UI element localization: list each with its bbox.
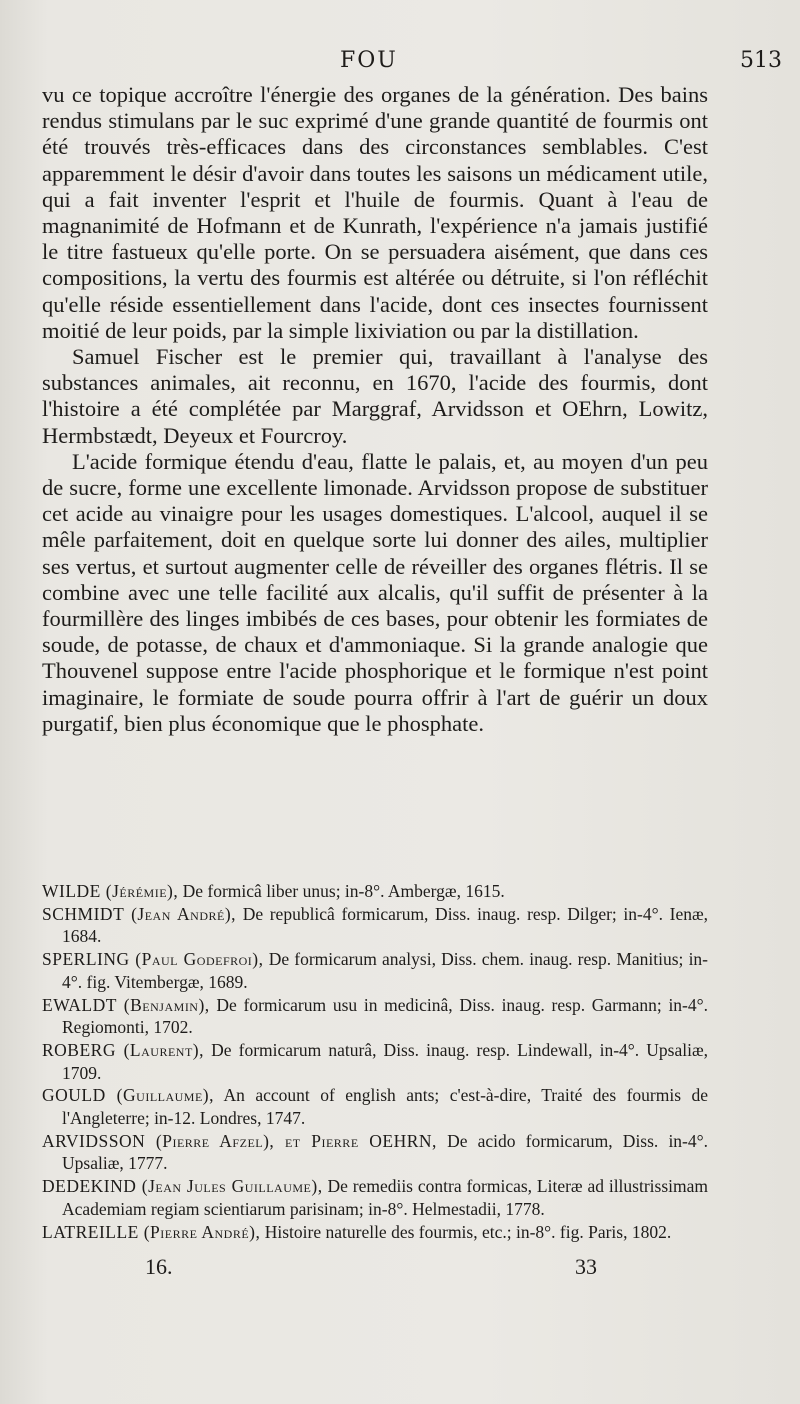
entry-author: ARVIDSSON (Pierre Afzel), et Pierre OEHRN, xyxy=(42,1130,437,1151)
signature-mark: 16. xyxy=(145,1254,173,1279)
bibliography-entry xyxy=(42,1039,708,1084)
running-head: FOU xyxy=(340,48,398,73)
entry-text: De republicâ formicarum, Diss. inaug. resp. Dilger; in-4°. Ienæ, 1684. xyxy=(62,903,709,947)
entry-author: LATREILLE (Pierre André), xyxy=(42,1221,261,1242)
entry-text: De formicarum usu in medicinâ, Diss. inaug. resp. Garmann; in-4°. Regiomonti, 1702. xyxy=(62,994,709,1038)
entry-text: De remediis contra formicas, Literæ ad illustrissimam Academiam regiam scientiarum parisinam; in-8°. Helmestadii, 1778. xyxy=(62,1176,709,1219)
page-header xyxy=(0,48,800,76)
entry-text: De formicâ liber unus; in-8°. Ambergæ, 1615. xyxy=(182,881,505,901)
bibliography-entry xyxy=(42,948,708,993)
entry-text: De formicarum analysi, Diss. chem. inaug. resp. Manitius; in-4°. fig. Vitembergæ, 1689. xyxy=(62,949,709,992)
entry-author: EWALDT (Benjamin), xyxy=(42,994,210,1015)
entry-text: Histoire naturelle des fourmis, etc.; in-8°. fig. Paris, 1802. xyxy=(264,1221,672,1242)
paragraph: L'acide formique étendu d'eau, flatte le palais, et, au moyen d'un peu de sucre, forme une excellente limonade. Arvidsson propose de substituer cet acide au vinaigre pour les usages domestiques. L'alcool, auquel il se mêle parfaitement, doit en quelque sorte lui donner des ailes, multiplier ses vertus, et surtout augmenter celle de réveiller des organes flétris. Il se combine avec une telle facilité aux alcalis, qu'il suffit de présenter à la fourmillère des linges imbibés de ces bases, pour obtenir les formiates de soude, de potasse, de chaux et d'ammoniaque. Si la grande analogie que Thouvenel suppose entre l'acide phosphorique et le formique n'est point imaginaire, le formiate de soude pourra offrir à l'art de guérir un doux purgatif, bien plus économique que le phosphate. xyxy=(42,448,708,736)
entry-text: An account of english ants; c'est-à-dire, Traité des fourmis de l'Angleterre; in-12. Londres, 1747. xyxy=(62,1085,708,1129)
bibliography xyxy=(42,880,708,1243)
bibliography-entry xyxy=(42,903,708,948)
bibliography-entry xyxy=(42,880,708,903)
entry-author: ROBERG (Laurent), xyxy=(42,1039,204,1060)
bibliography-entry xyxy=(42,1084,708,1129)
entry-text: De formicarum naturâ, Diss. inaug. resp. Lindewall, in-4°. Upsaliæ, 1709. xyxy=(62,1039,709,1083)
entry-author: SCHMIDT (Jean André), xyxy=(42,903,237,924)
page-footer xyxy=(0,1254,800,1284)
bibliography-entry xyxy=(42,1221,708,1244)
page-number: 513 xyxy=(740,48,782,73)
bibliography-entry xyxy=(42,1175,708,1220)
entry-author: GOULD (Guillaume), xyxy=(42,1085,215,1106)
bibliography-entry xyxy=(42,994,708,1039)
entry-text: De acido formicarum, Diss. in-4°. Upsaliæ, 1777. xyxy=(62,1130,709,1174)
paragraph: vu ce topique accroître l'énergie des organes de la génération. Des bains rendus stimulans par le suc exprimé d'une grande quantité de fourmis ont été trouvés très-efficaces dans des circonstances semblables. C'est apparemment le désir d'avoir dans toutes les saisons un médicament utile, qui a fait inventer l'esprit et l'huile de fourmis. Quant à l'eau de magnanimité de Hofmann et de Kunrath, l'expérience n'a jamais justifié le titre fastueux qu'elle porte. On se persuadera aisément, que dans ces compositions, la vertu des fourmis est altérée ou détruite, si l'on réfléchit qu'elle réside essentiellement dans l'acide, dont ces insectes fournissent moitié de leur poids, par la simple lixiviation ou par la distillation. xyxy=(42,82,708,343)
bibliography-entry xyxy=(42,1130,708,1175)
main-text xyxy=(42,82,708,737)
entry-author: WILDE (Jérémie), xyxy=(42,881,179,901)
entry-author: DEDEKIND (Jean Jules Guillaume), xyxy=(42,1176,323,1197)
entry-author: SPERLING (Paul Godefroi), xyxy=(42,949,264,970)
gathering-mark: 33 xyxy=(575,1254,597,1279)
paragraph: Samuel Fischer est le premier qui, travaillant à l'analyse des substances animales, ait reconnu, en 1670, l'acide des fourmis, dont l'histoire a été complétée par Marggraf, Arvidsson et OEhrn, Lowitz, Hermbstædt, Deyeux et Fourcroy. xyxy=(42,344,708,448)
